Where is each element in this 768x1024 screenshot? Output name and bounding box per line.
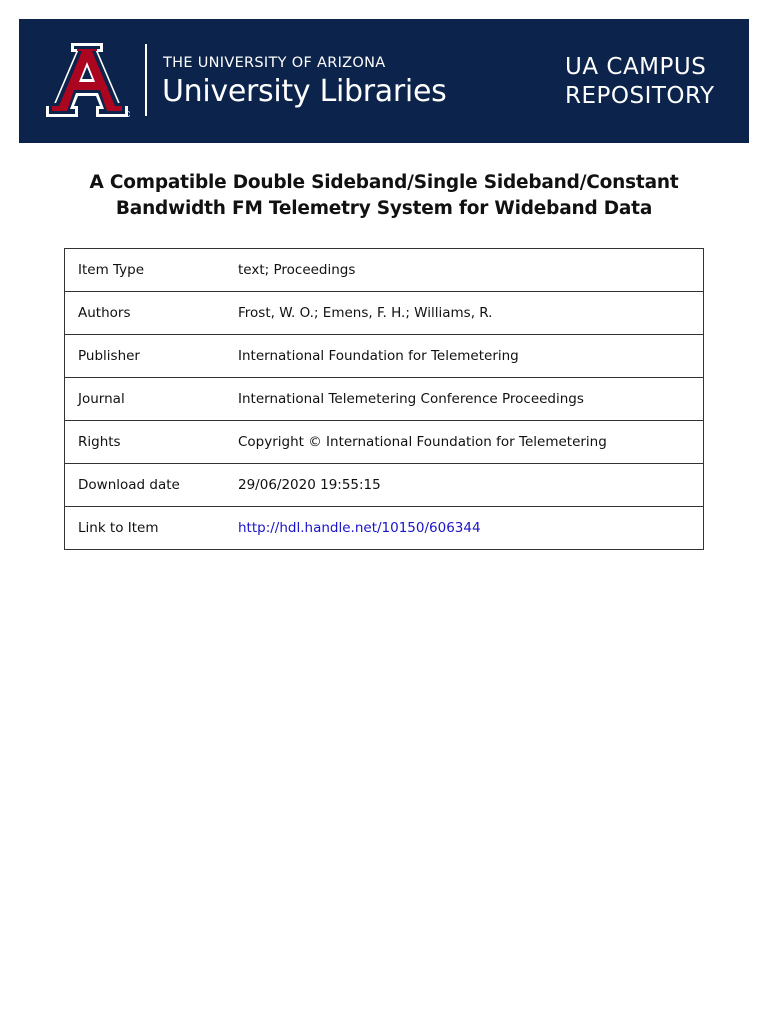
table-row <box>65 421 704 464</box>
table-row <box>65 249 704 292</box>
table-row <box>65 335 704 378</box>
journal-label: Journal <box>65 378 226 421</box>
repository-line-1: UA CAMPUS <box>565 54 707 80</box>
campus-repository-label <box>565 53 715 111</box>
title-line-2: Bandwidth FM Telemetry System for Wideband Data <box>115 198 653 219</box>
repository-line-2: REPOSITORY <box>565 83 715 109</box>
university-name: THE UNIVERSITY OF ARIZONA <box>163 55 386 71</box>
link-to-item-label: Link to Item <box>65 507 226 550</box>
item-type-label: Item Type <box>65 249 226 292</box>
table-row <box>65 378 704 421</box>
repository-banner <box>19 19 749 143</box>
download-date-label: Download date <box>65 464 226 507</box>
metadata-table <box>64 248 704 550</box>
title-line-1: A Compatible Double Sideband/Single Sideband/Constant <box>89 172 679 193</box>
document-title <box>40 170 728 222</box>
logo-divider <box>145 44 147 116</box>
authors-label: Authors <box>65 292 226 335</box>
link-to-item-cell <box>225 507 704 550</box>
table-row <box>65 292 704 335</box>
publisher-label: Publisher <box>65 335 226 378</box>
rights-label: Rights <box>65 421 226 464</box>
rights-value: Copyright © International Foundation for Telemetering <box>225 421 704 464</box>
download-date-value: 29/06/2020 19:55:15 <box>225 464 704 507</box>
arizona-a-logo-icon[interactable] <box>44 43 130 117</box>
libraries-name: University Libraries <box>162 74 447 109</box>
item-type-value: text; Proceedings <box>225 249 704 292</box>
item-handle-link[interactable]: http://hdl.handle.net/10150/606344 <box>238 520 481 536</box>
table-row <box>65 507 704 550</box>
journal-value: International Telemetering Conference Proceedings <box>225 378 704 421</box>
authors-value: Frost, W. O.; Emens, F. H.; Williams, R. <box>225 292 704 335</box>
table-row <box>65 464 704 507</box>
publisher-value: International Foundation for Telemetering <box>225 335 704 378</box>
